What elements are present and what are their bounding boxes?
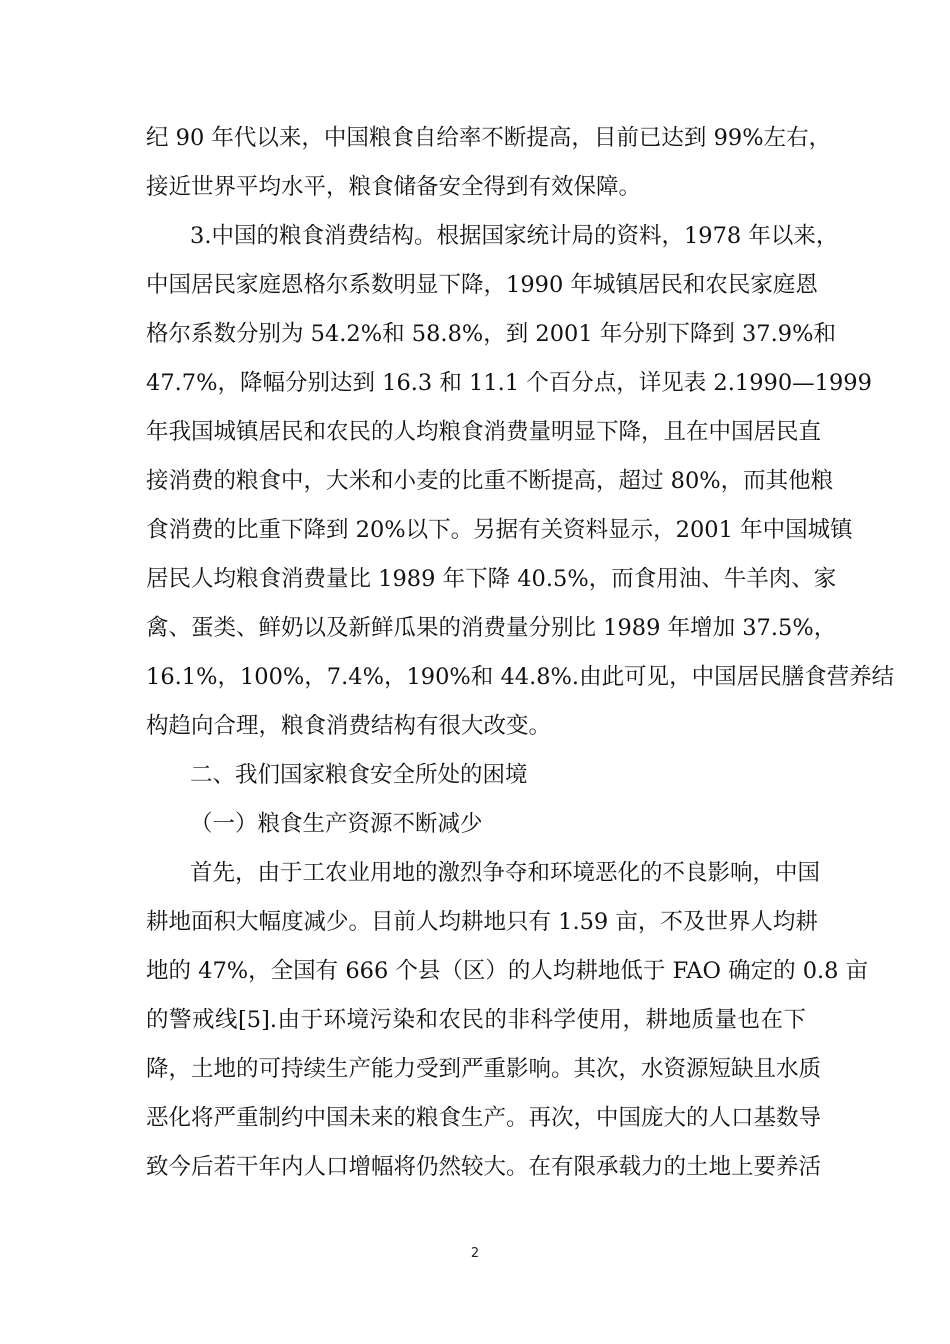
text-line: 食消费的比重下降到 20%以下。另据有关资料显示，2001 年中国城镇: [146, 517, 853, 543]
text-line: 首先，由于工农业用地的激烈争夺和环境恶化的不良影响，中国: [190, 860, 821, 886]
text-line: 纪 90 年代以来，中国粮食自给率不断提高，目前已达到 99%左右，: [146, 125, 832, 151]
text-line: 地的 47%，全国有 666 个县（区）的人均耕地低于 FAO 确定的 0.8 亩: [146, 958, 869, 984]
text-line: 3.中国的粮食消费结构。根据国家统计局的资料，1978 年以来，: [190, 223, 839, 249]
subsection-heading: （一）粮食生产资源不断减少: [190, 811, 483, 837]
text-line: 构趋向合理，粮食消费结构有很大改变。: [146, 713, 552, 739]
text-line: 47.7%，降幅分别达到 16.3 和 11.1 个百分点，详见表 2.1990—1999: [146, 370, 872, 396]
text-line: 年我国城镇居民和农民的人均粮食消费量明显下降，且在中国居民直: [146, 419, 822, 445]
text-line: 16.1%，100%，7.4%，190%和 44.8%.由此可见，中国居民膳食营养结: [146, 664, 895, 690]
text-line: 接消费的粮食中，大米和小麦的比重不断提高，超过 80%，而其他粮: [146, 468, 834, 494]
text-line: 恶化将严重制约中国未来的粮食生产。再次，中国庞大的人口基数导: [146, 1105, 822, 1131]
text-line: 耕地面积大幅度减少。目前人均耕地只有 1.59 亩，不及世界人均耕: [146, 909, 818, 935]
section-heading: 二、我们国家粮食安全所处的困境: [190, 762, 528, 788]
text-line: 的警戒线[5].由于环境污染和农民的非科学使用，耕地质量也在下: [146, 1007, 806, 1033]
text-line: 禽、蛋类、鲜奶以及新鲜瓜果的消费量分别比 1989 年增加 37.5%，: [146, 615, 837, 641]
text-line: 中国居民家庭恩格尔系数明显下降，1990 年城镇居民和农民家庭恩: [146, 272, 818, 298]
text-line: 接近世界平均水平，粮食储备安全得到有效保障。: [146, 174, 642, 200]
text-line: 居民人均粮食消费量比 1989 年下降 40.5%，而食用油、牛羊肉、家: [146, 566, 837, 592]
text-line: 格尔系数分别为 54.2%和 58.8%，到 2001 年分别下降到 37.9%和: [146, 321, 836, 347]
text-line: 降，土地的可持续生产能力受到严重影响。其次，水资源短缺且水质: [146, 1056, 822, 1082]
text-line: 致今后若干年内人口增幅将仍然较大。在有限承载力的土地上要养活: [146, 1154, 822, 1180]
page-number: 2: [470, 1246, 480, 1261]
